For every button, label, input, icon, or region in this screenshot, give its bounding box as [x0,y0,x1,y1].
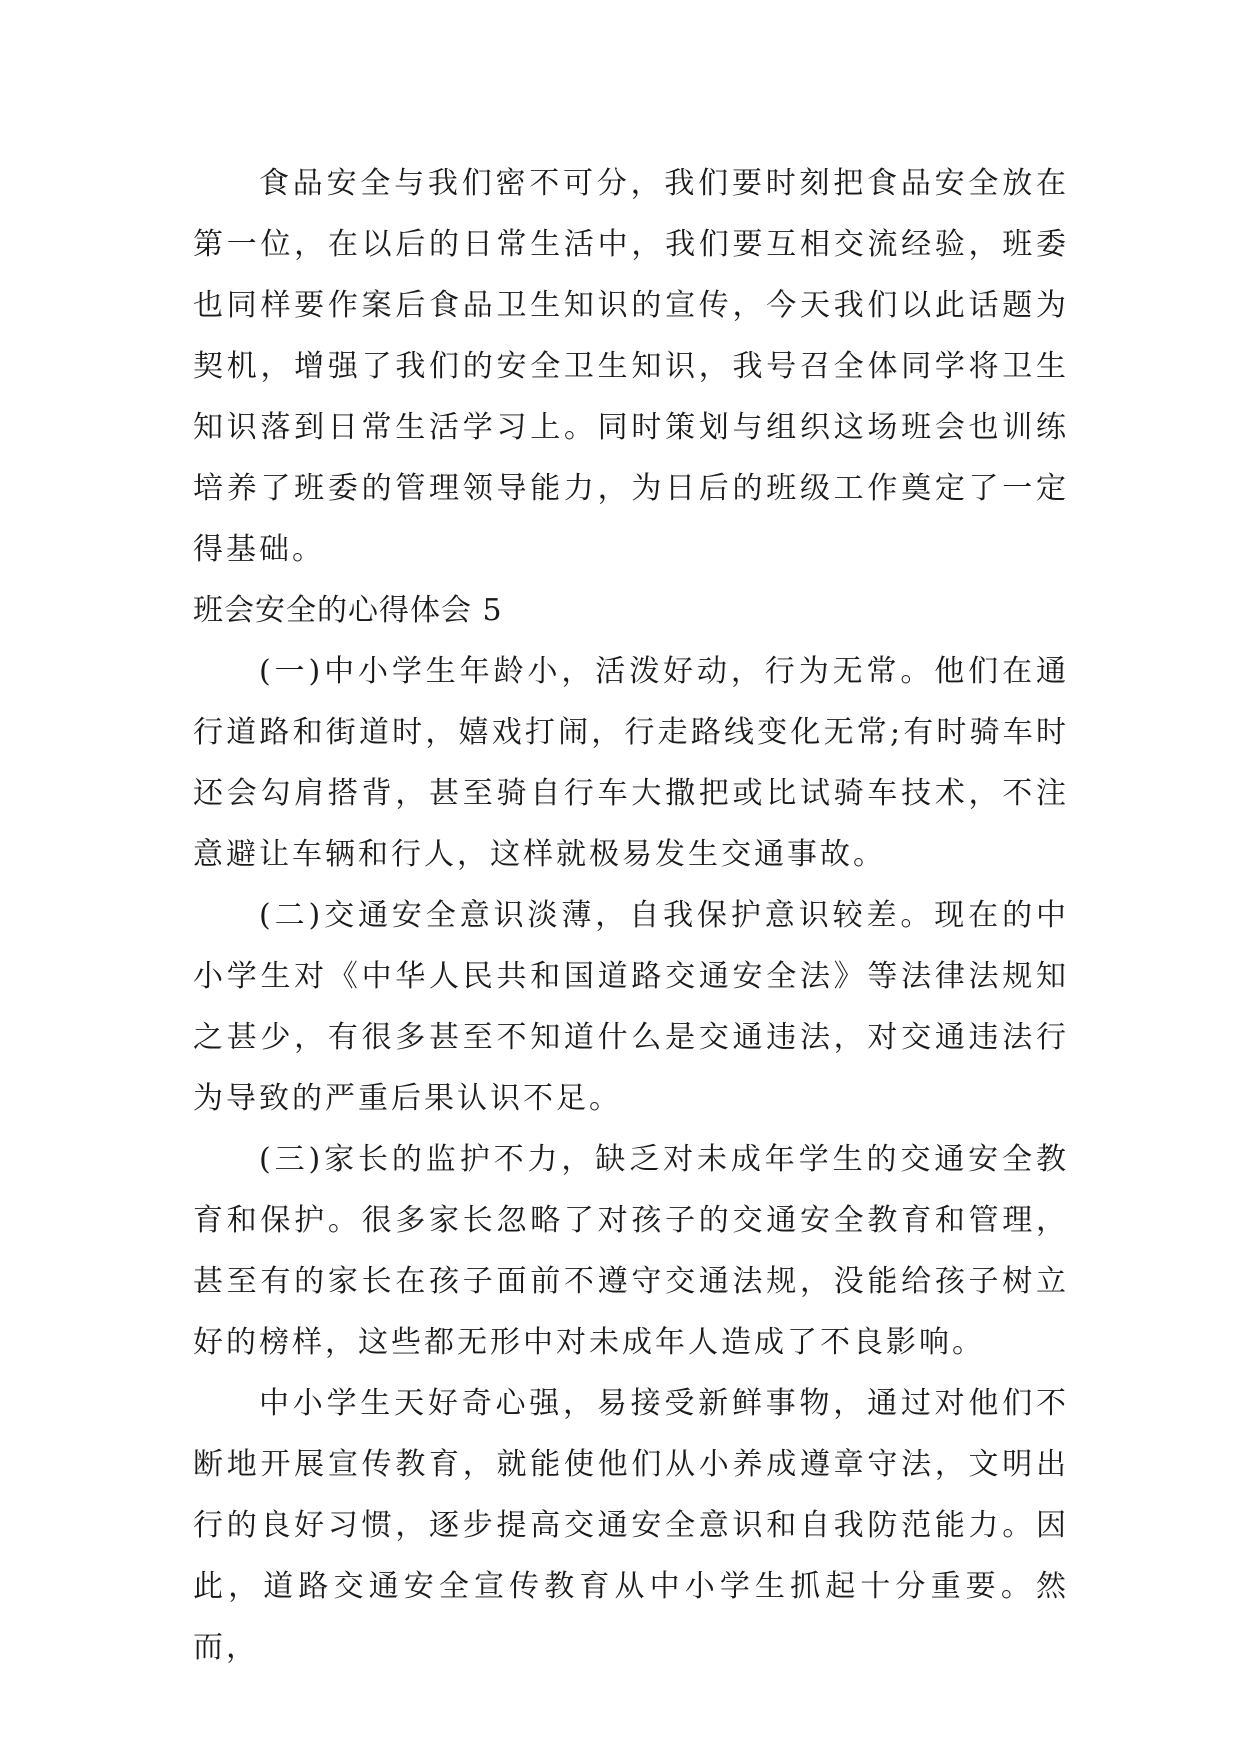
paragraph-point-3: (三)家长的监护不力，缺乏对未成年学生的交通安全教育和保护。很多家长忽略了对孩子的交通安全教育和管理，甚至有的家长在孩子面前不遵守交通法规，没能给孩子树立好的榜样，这些都无形中对未成年人造成了不良影响。 [193,1142,1069,1360]
paragraph-conclusion: 中小学生天好奇心强，易接受新鲜事物，通过对他们不断地开展宣传教育，就能使他们从小养成遵章守法，文明出行的良好习惯，逐步提高交通安全意识和自我防范能力。因此，道路交通安全宣传教育从中小学生抓起十分重要。然而， [193,1386,1069,1665]
section-heading: 班会安全的心得体会 5 [193,593,503,628]
paragraph-point-2: (二)交通安全意识淡薄，自我保护意识较差。现在的中小学生对《中华人民共和国道路交通安全法》等法律法规知之甚少，有很多甚至不知道什么是交通违法，对交通违法行为导致的严重后果认识不足。 [193,898,1069,1116]
paragraph-food-safety: 食品安全与我们密不可分，我们要时刻把食品安全放在第一位，在以后的日常生活中，我们要互相交流经验，班委也同样要作案后食品卫生知识的宣传，今天我们以此话题为契机，增强了我们的安全卫生知识，我号召全体同学将卫生知识落到日常生活学习上。同时策划与组织这场班会也训练培养了班委的管理领导能力，为日后的班级工作奠定了一定得基础。 [193,166,1069,567]
paragraph-point-1: (一)中小学生年龄小，活泼好动，行为无常。他们在通行道路和街道时，嬉戏打闹，行走路线变化无常;有时骑车时还会勾肩搭背，甚至骑自行车大撒把或比试骑车技术，不注意避让车辆和行人，这样就极易发生交通事故。 [193,654,1069,872]
document-page [193,153,1069,1678]
